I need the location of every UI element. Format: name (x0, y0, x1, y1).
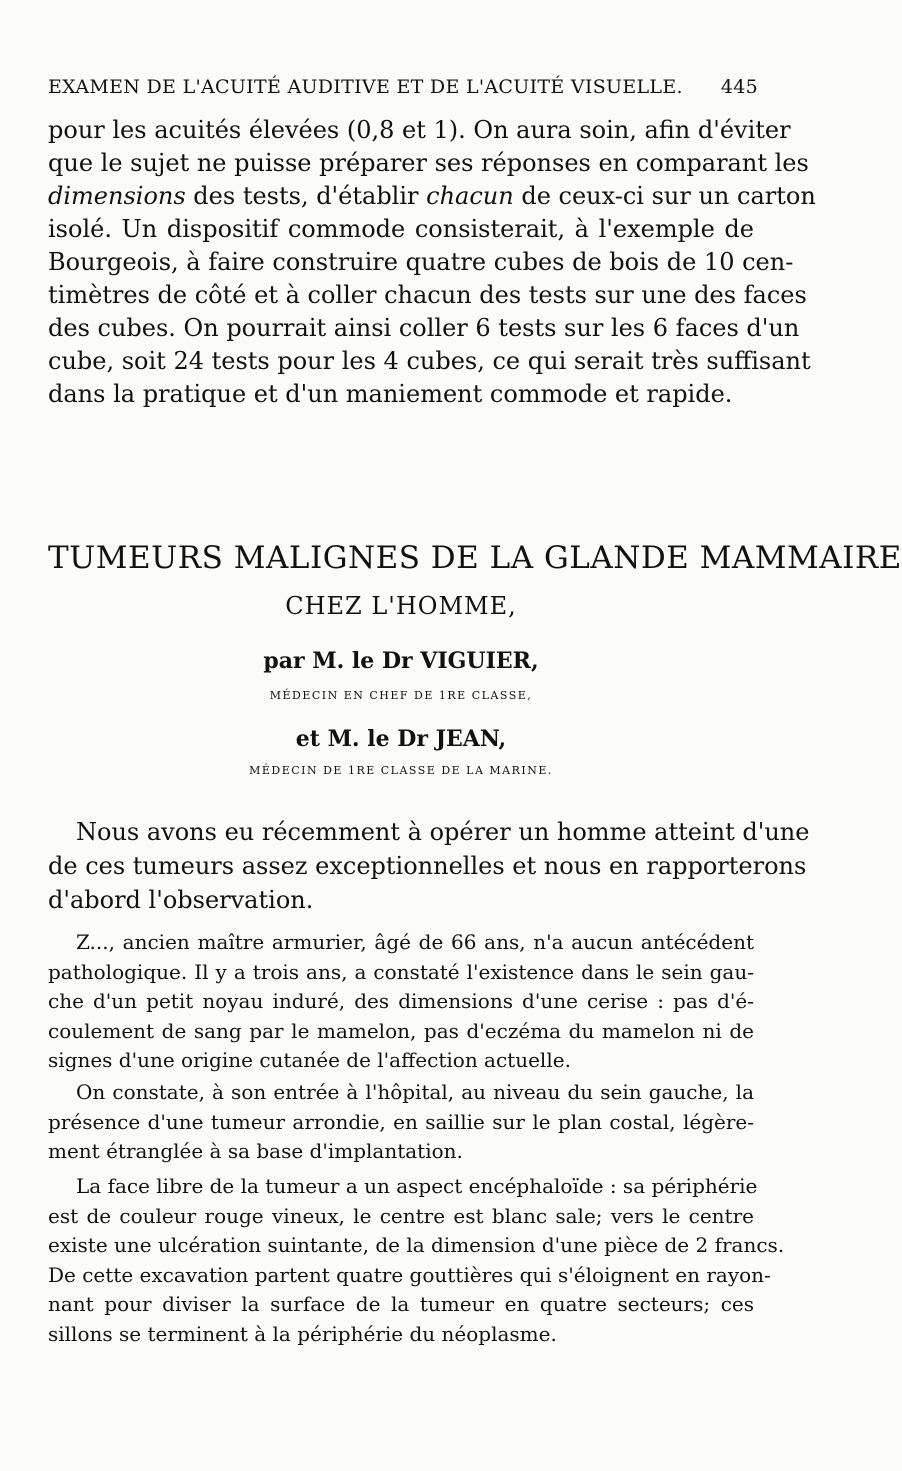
text-line: présence d'une tumeur arrondie, en saillie sur le plan costal, légère- (48, 1109, 754, 1134)
text-line: che d'un petit noyau induré, des dimensions d'une cerise : pas d'é- (48, 989, 754, 1013)
text-fragment: des tests, d'établir (185, 182, 427, 210)
page-number: 445 (720, 76, 758, 98)
author-1-role: MÉDECIN EN CHEF DE 1RE CLASSE, (269, 689, 533, 702)
text-line: ment étranglée à sa base d'implantation. (48, 1139, 463, 1163)
running-head (48, 76, 758, 98)
paragraph-observation (48, 928, 754, 1076)
text-line: de ces tumeurs assez exceptionnelles et nous en rapporterons (48, 852, 807, 880)
running-head-title: EXAMEN DE L'ACUITÉ AUDITIVE ET DE L'ACUITÉ VISUELLE. (48, 76, 683, 98)
paragraph-intro (48, 815, 810, 917)
text-line: pour les acuités élevées (0,8 et 1). On aura soin, afin d'éviter (48, 116, 791, 144)
text-fragment: de ceux-ci sur un carton (513, 182, 816, 210)
author-2: et M. le Dr JEAN, (295, 726, 507, 752)
text-line: timètres de côté et à coller chacun des tests sur une des faces (48, 281, 807, 309)
text-line: existe une ulcération suintante, de la dimension d'une pièce de 2 francs. (48, 1233, 785, 1257)
text-line: Z..., ancien maître armurier, âgé de 66 ans, n'a aucun antécédent (76, 930, 754, 954)
paragraph-tumor-surface (48, 1172, 785, 1349)
text-line: signes d'une origine cutanée de l'affection actuelle. (48, 1048, 571, 1072)
text-line: dans la pratique et d'un maniement commode et rapide. (48, 380, 733, 408)
text-line: coulement de sang par le mamelon, pas d'eczéma du mamelon ni de (48, 1018, 754, 1043)
text-line: On constate, à son entrée à l'hôpital, au niveau du sein gauche, la (76, 1080, 754, 1104)
author-1: par M. le Dr VIGUIER, (263, 648, 539, 674)
italic-text: dimensions (48, 182, 186, 210)
paragraph-continued (48, 114, 816, 411)
text-line: Bourgeois, à faire construire quatre cubes de bois de 10 cen- (48, 248, 794, 276)
paragraph-examination (48, 1078, 754, 1167)
text-line: Nous avons eu récemment à opérer un homme atteint d'une (76, 818, 810, 846)
text-line: pathologique. Il y a trois ans, a constaté l'existence dans le sein gau- (48, 959, 754, 984)
author-2-role: MÉDECIN DE 1RE CLASSE DE LA MARINE. (249, 764, 553, 777)
text-line: sillons se terminent à la périphérie du néoplasme. (48, 1321, 557, 1346)
text-line: La face libre de la tumeur a un aspect encéphaloïde : sa périphérie (76, 1174, 758, 1198)
text-line: que le sujet ne puisse préparer ses réponses en comparant les (48, 149, 809, 177)
text-line: De cette excavation partent quatre gouttières qui s'éloignent en rayon- (48, 1262, 771, 1287)
text-line: isolé. Un dispositif commode consisterait, à l'exemple de (48, 215, 754, 243)
text-line: cube, soit 24 tests pour les 4 cubes, ce qui serait très suffisant (48, 347, 811, 375)
text-line: d'abord l'observation. (48, 886, 314, 914)
text-line: nant pour diviser la surface de la tumeur en quatre secteurs; ces (48, 1292, 754, 1316)
text-line: est de couleur rouge vineux, le centre est blanc sale; vers le centre (48, 1203, 754, 1228)
text-line (48, 180, 816, 213)
italic-text: chacun (426, 182, 514, 210)
text-line: des cubes. On pourrait ainsi coller 6 tests sur les 6 faces d'un (48, 314, 800, 342)
article-subtitle: CHEZ L'HOMME, (285, 592, 517, 620)
article-title: TUMEURS MALIGNES DE LA GLANDE MAMMAIRE (48, 540, 902, 576)
